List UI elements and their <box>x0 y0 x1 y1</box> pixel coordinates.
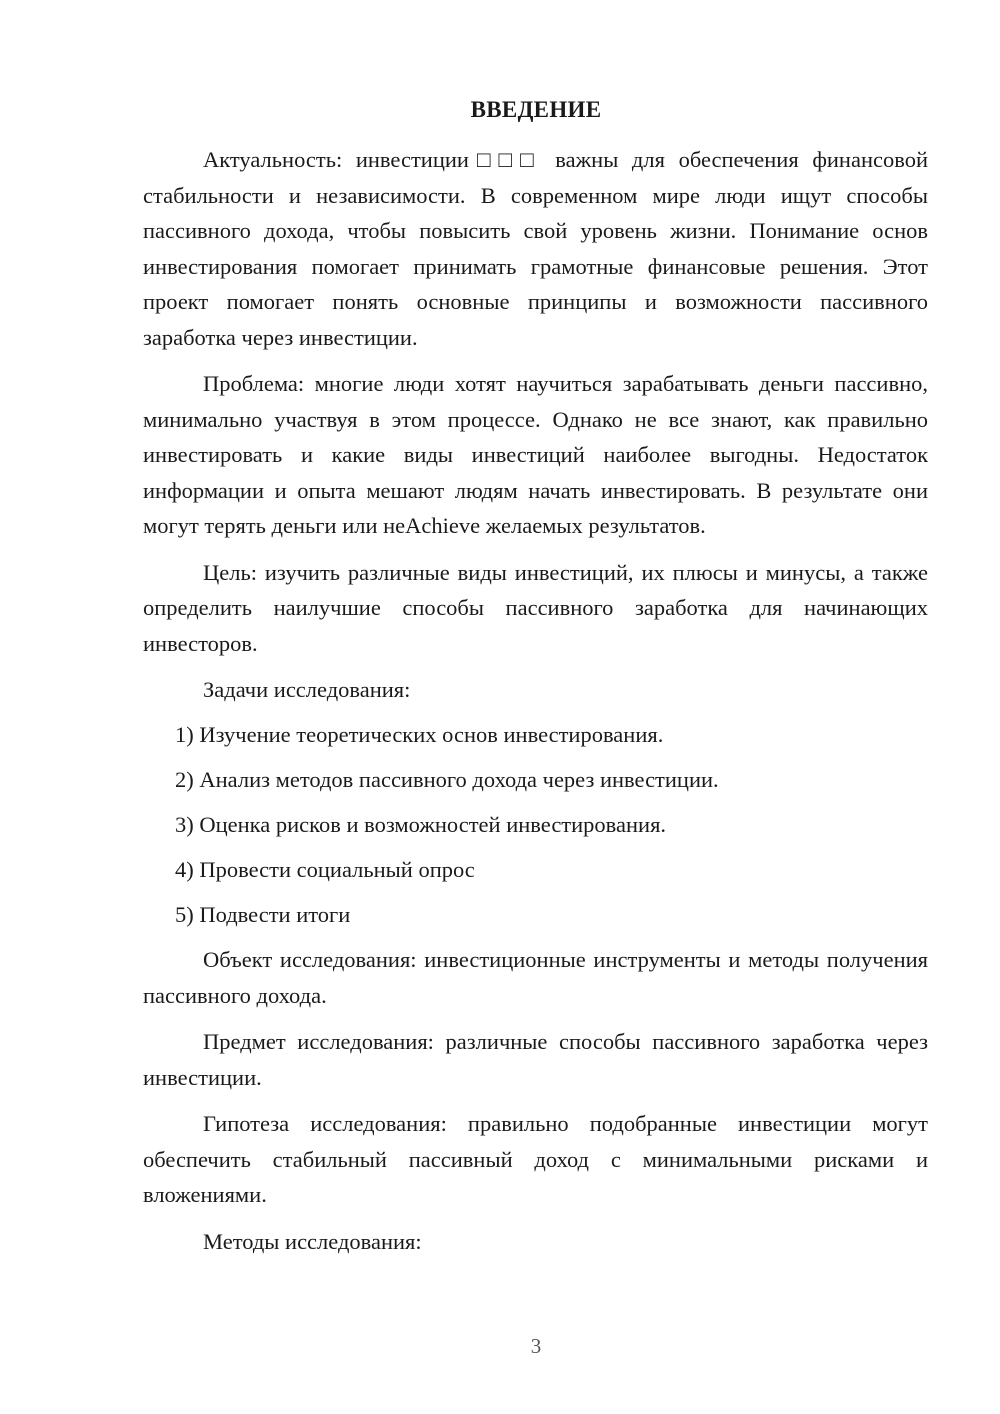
methods-heading: Методы исследования: <box>203 1228 422 1254</box>
document-body <box>143 142 928 1270</box>
task-item-3: 3) Оценка рисков и возможностей инвестирования. <box>175 812 667 837</box>
task-item-5: 5) Подвести итоги <box>175 902 351 927</box>
task-item-4: 4) Провести социальный опрос <box>175 857 475 882</box>
paragraph-relevance: Актуальность: инвестиции□□□ важны для обеспечения финансовой стабильности и независимости. В современном мире люди ищут способы пассивного дохода, чтобы повысить свой уровень жизни. Понимание основ инвестирования помогает принимать грамотные финансовые решения. Этот проект помогает понять основные принципы и возможности пассивного заработка через инвестиции. <box>143 147 928 350</box>
paragraph-problem: Проблема: многие люди хотят научиться зарабатывать деньги пассивно, минимально участвуя в этом процессе. Однако не все знают, как правильно инвестировать и какие виды инвестиций наиболее выгодны. Недостаток информации и опыта мешают людям начать инвестировать. В результате они могут терять деньги или неAchieve желаемых результатов. <box>143 371 928 538</box>
paragraph-hypothesis: Гипотеза исследования: правильно подобранные инвестиции могут обеспечить стабильный пассивный доход с минимальными рисками и вложениями. <box>143 1111 928 1207</box>
paragraph-goal: Цель: изучить различные виды инвестиций, их плюсы и минусы, а также определить наилучшие способы пассивного заработка для начинающих инвесторов. <box>143 559 928 656</box>
task-item-2: 2) Анализ методов пассивного дохода через инвестиции. <box>175 767 719 792</box>
task-item-1: 1) Изучение теоретических основ инвестирования. <box>175 722 664 747</box>
tasks-list <box>143 717 928 933</box>
tasks-heading: Задачи исследования: <box>203 677 411 702</box>
page-number: 3 <box>530 1334 542 1358</box>
paragraph-object: Объект исследования: инвестиционные инструменты и методы получения пассивного дохода. <box>143 947 928 1008</box>
page-title: ВВЕДЕНИЕ <box>470 97 602 122</box>
paragraph-subject: Предмет исследования: различные способы пассивного заработка через инвестиции. <box>143 1029 928 1090</box>
